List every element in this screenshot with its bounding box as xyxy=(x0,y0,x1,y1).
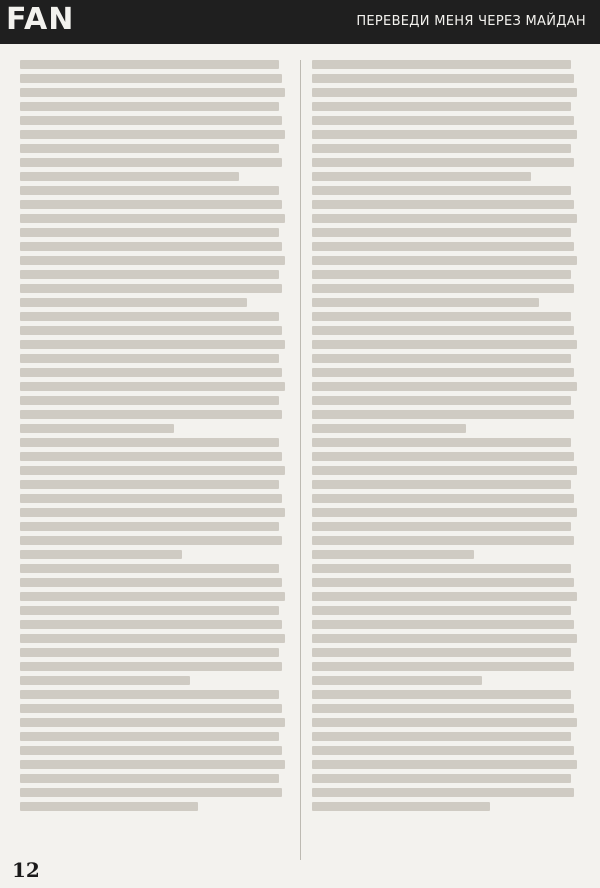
text-line-placeholder xyxy=(20,256,285,265)
text-line-placeholder xyxy=(20,144,279,153)
text-line-placeholder xyxy=(312,620,574,629)
text-line-placeholder xyxy=(20,116,282,125)
text-line-placeholder xyxy=(20,592,285,601)
text-line-placeholder xyxy=(20,284,282,293)
text-line-placeholder xyxy=(20,578,282,587)
text-line-placeholder xyxy=(20,228,279,237)
text-line-placeholder xyxy=(312,480,571,489)
text-line-placeholder xyxy=(312,578,574,587)
text-line-placeholder xyxy=(312,354,571,363)
text-line-placeholder xyxy=(312,550,474,559)
text-line-placeholder xyxy=(312,270,571,279)
text-line-placeholder xyxy=(20,620,282,629)
text-line-placeholder xyxy=(312,158,574,167)
text-line-placeholder xyxy=(20,270,279,279)
column-divider xyxy=(300,60,301,860)
text-line-placeholder xyxy=(312,536,574,545)
text-line-placeholder xyxy=(312,312,571,321)
text-line-placeholder xyxy=(312,564,571,573)
text-line-placeholder xyxy=(312,340,577,349)
text-line-placeholder xyxy=(20,676,190,685)
text-line-placeholder xyxy=(312,74,574,83)
text-line-placeholder xyxy=(20,606,279,615)
text-line-placeholder xyxy=(20,88,285,97)
text-line-placeholder xyxy=(312,88,577,97)
text-line-placeholder xyxy=(312,704,574,713)
text-line-placeholder xyxy=(312,690,571,699)
text-line-placeholder xyxy=(312,102,571,111)
text-line-placeholder xyxy=(312,746,574,755)
text-line-placeholder xyxy=(312,606,571,615)
text-line-placeholder xyxy=(312,466,577,475)
text-line-placeholder xyxy=(20,690,279,699)
text-line-placeholder xyxy=(20,732,279,741)
text-line-placeholder xyxy=(20,704,282,713)
text-line-placeholder xyxy=(20,340,285,349)
text-line-placeholder xyxy=(20,424,174,433)
text-line-placeholder xyxy=(20,746,282,755)
text-line-placeholder xyxy=(20,102,279,111)
text-line-placeholder xyxy=(20,158,282,167)
text-line-placeholder xyxy=(20,130,285,139)
text-line-placeholder xyxy=(20,298,247,307)
text-line-placeholder xyxy=(312,494,574,503)
text-line-placeholder xyxy=(312,774,571,783)
text-line-placeholder xyxy=(312,298,539,307)
text-line-placeholder xyxy=(312,382,577,391)
text-line-placeholder xyxy=(20,522,279,531)
text-line-placeholder xyxy=(312,732,571,741)
text-line-placeholder xyxy=(20,214,285,223)
text-line-placeholder xyxy=(312,676,482,685)
text-column-left xyxy=(20,60,290,850)
text-line-placeholder xyxy=(20,760,285,769)
text-line-placeholder xyxy=(20,438,279,447)
text-line-placeholder xyxy=(312,634,577,643)
text-line-placeholder xyxy=(312,256,577,265)
text-line-placeholder xyxy=(312,228,571,237)
text-line-placeholder xyxy=(20,396,279,405)
text-line-placeholder xyxy=(20,172,239,181)
text-line-placeholder xyxy=(20,74,282,83)
text-line-placeholder xyxy=(312,130,577,139)
text-line-placeholder xyxy=(312,508,577,517)
text-line-placeholder xyxy=(20,550,182,559)
text-line-placeholder xyxy=(20,368,282,377)
section-title: ПЕРЕВЕДИ МЕНЯ ЧЕРЕЗ МАЙДАН xyxy=(356,14,586,29)
text-line-placeholder xyxy=(20,480,279,489)
text-line-placeholder xyxy=(312,214,577,223)
text-line-placeholder xyxy=(20,634,285,643)
text-line-placeholder xyxy=(312,200,574,209)
text-line-placeholder xyxy=(312,284,574,293)
text-line-placeholder xyxy=(20,788,282,797)
text-line-placeholder xyxy=(312,452,574,461)
text-column-right xyxy=(312,60,582,850)
magazine-logo: FAN xyxy=(6,2,75,37)
text-line-placeholder xyxy=(20,508,285,517)
text-line-placeholder xyxy=(312,368,574,377)
text-line-placeholder xyxy=(312,438,571,447)
text-line-placeholder xyxy=(20,718,285,727)
text-line-placeholder xyxy=(20,564,279,573)
header-bar xyxy=(0,0,600,44)
page-number: 12 xyxy=(12,858,40,882)
text-line-placeholder xyxy=(20,802,198,811)
text-line-placeholder xyxy=(20,662,282,671)
text-line-placeholder xyxy=(20,60,279,69)
text-line-placeholder xyxy=(20,242,282,251)
text-line-placeholder xyxy=(20,312,279,321)
text-line-placeholder xyxy=(20,382,285,391)
text-line-placeholder xyxy=(20,648,279,657)
text-line-placeholder xyxy=(312,788,574,797)
text-line-placeholder xyxy=(20,326,282,335)
text-line-placeholder xyxy=(20,200,282,209)
text-line-placeholder xyxy=(312,522,571,531)
text-line-placeholder xyxy=(20,354,279,363)
text-line-placeholder xyxy=(312,760,577,769)
text-line-placeholder xyxy=(312,410,574,419)
text-line-placeholder xyxy=(312,144,571,153)
text-line-placeholder xyxy=(20,186,279,195)
text-line-placeholder xyxy=(312,648,571,657)
text-line-placeholder xyxy=(312,242,574,251)
text-line-placeholder xyxy=(312,186,571,195)
text-line-placeholder xyxy=(312,396,571,405)
text-line-placeholder xyxy=(312,424,466,433)
text-line-placeholder xyxy=(312,802,490,811)
text-line-placeholder xyxy=(312,116,574,125)
text-line-placeholder xyxy=(312,592,577,601)
text-line-placeholder xyxy=(20,494,282,503)
text-line-placeholder xyxy=(312,326,574,335)
text-line-placeholder xyxy=(20,536,282,545)
text-line-placeholder xyxy=(20,774,279,783)
text-line-placeholder xyxy=(20,466,285,475)
text-line-placeholder xyxy=(20,452,282,461)
text-line-placeholder xyxy=(312,718,577,727)
text-line-placeholder xyxy=(20,410,282,419)
text-line-placeholder xyxy=(312,662,574,671)
text-line-placeholder xyxy=(312,172,531,181)
text-line-placeholder xyxy=(312,60,571,69)
